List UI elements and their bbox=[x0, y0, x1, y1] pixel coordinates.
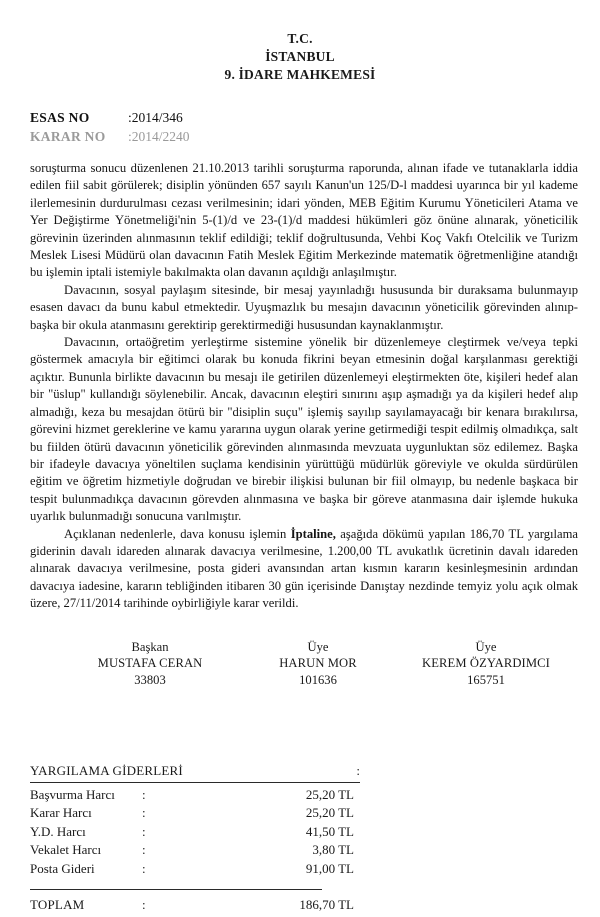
header-line-tc: T.C. bbox=[287, 31, 313, 46]
cost-colon: : bbox=[142, 805, 146, 820]
header-line-court: 9. İDARE MAHKEMESİ bbox=[224, 67, 376, 82]
cost-total-label: TOPLAM bbox=[30, 897, 85, 912]
cost-total-row bbox=[30, 896, 360, 915]
cost-label: Başvurma Harcı bbox=[30, 786, 115, 802]
cost-colon: : bbox=[142, 823, 146, 839]
esas-no-label: ESAS NO bbox=[30, 110, 90, 125]
signature-id: 165751 bbox=[467, 672, 505, 687]
signature-name: HARUN MOR bbox=[279, 656, 357, 671]
cost-colon: : bbox=[142, 860, 146, 876]
cost-total-amount: 186,70 TL bbox=[299, 897, 354, 912]
signature-id: 33803 bbox=[134, 672, 166, 687]
signature-id: 101636 bbox=[299, 672, 337, 687]
signature-column-president bbox=[66, 639, 234, 689]
costs-title-colon: : bbox=[356, 763, 360, 778]
esas-no-row bbox=[30, 108, 600, 127]
signature-role: Başkan bbox=[131, 639, 169, 654]
signature-column-member-2 bbox=[402, 639, 570, 689]
cost-row bbox=[30, 841, 360, 860]
cost-label: Vekalet Harcı bbox=[30, 842, 102, 857]
cost-row bbox=[30, 823, 360, 842]
body-paragraph-2: Davacının, sosyal paylaşım sitesinde, bir mesaj yayınladığı hususunda bir duraksama bulunmayıp esasen davacı da bunu kabul etmektedir. Uyuşmazlık bu mesajın davacının yöneticilik görevinden alınıp-başka bir okula atanmasını gerektirip gerektirmediği hususundan kaynaklanmıştır. bbox=[30, 282, 578, 332]
cost-label: Posta Gideri bbox=[30, 860, 95, 876]
costs-total-divider bbox=[30, 889, 322, 890]
karar-no-label: KARAR NO bbox=[30, 129, 106, 144]
cost-label: Karar Harcı bbox=[30, 805, 92, 820]
litigation-costs-table bbox=[30, 762, 360, 915]
cost-label: Y.D. Harcı bbox=[30, 823, 86, 839]
ruling-keyword: İptaline, bbox=[290, 526, 336, 541]
karar-no-colon: : bbox=[128, 129, 132, 144]
cost-amount: 25,20 TL bbox=[305, 805, 354, 820]
cost-amount: 91,00 TL bbox=[305, 860, 354, 876]
cost-amount: 25,20 TL bbox=[305, 786, 354, 802]
cost-row bbox=[30, 786, 360, 805]
ruling-rest: aşağıda dökümü yapılan 186,70 TL yargılama giderinin davalı idareden alınarak davacıya verilmesine, 1.200,00 TL avukatlık ücretinin davalı idareden alınarak davacıya verilmesine, posta gideri avansından artan kısmın kararın kesinleşmesinin ardından davacıya iadesine, kararın tebliğinden itibaren 30 gün içerisinde Danıştay nezdinde temyiz yolu açık olmak üzere, 27/11/2014 tarihinde oybirliğiyle karar verildi. bbox=[30, 526, 579, 611]
body-paragraph-3: Davacının, ortaöğretim yerleştirme sistemine yönelik bir düzenlemeye cleştirmek ve/veya tepki göstermek amacıyla bir eğitimci olarak bu konuda fikrini beyan etmesinin doğal karşılanması gerektiği açıktır. Bununla birlikte davacının bu mesajı ile getirilen düzenlemeyi eleştirmekten öte, kişileri hedef alan bir "üslup" kullandığı söylenebilir. Ancak, davacının eleştiri sınırını aşıp aşmadığı ya da kişileri hedef alıp almadığı, keza bu mesajdan ötürü bir "disiplin suçu" işlemiş sayılıp sayılamayacağı bir kenara bırakılırsa, görevini hizmet gereklerine ve kamu yararına uygun olarak yerine getirmediği tespit edilmiş olmadıkça, salt bu fiilden ötürü davacının yöneticilik görevinden alınmasında mevzuata uygunluktan söz edilemez. Başka bir ifadeyle davacıya yöneltilen suçlama kendisinin yürüttüğü müdürlük göreviyle ve okulda sürdürülen eğitim ve öğretim hizmetiyle doğrudan ve birebir ilişkisi bulunan bir fiil olmayıp, bu nedenle başkaca bir tespit bulunmadıkça davacının görevden alınmasına ve başka bir göreve atanmasına dair işlemde hukuka uyarlık bulunmadığı sonucuna varılmıştır. bbox=[30, 335, 578, 524]
body-paragraph-4 bbox=[30, 526, 578, 613]
signature-block bbox=[0, 639, 600, 689]
esas-no-colon: : bbox=[128, 110, 132, 125]
signature-name: MUSTAFA CERAN bbox=[97, 656, 203, 671]
signature-role: Üye bbox=[307, 639, 329, 654]
signature-name: KEREM ÖZYARDIMCI bbox=[422, 656, 550, 671]
esas-no-value: 2014/346 bbox=[131, 110, 183, 125]
cost-amount: 41,50 TL bbox=[305, 823, 354, 839]
body-paragraph-1: soruşturma sonucu düzenlenen 21.10.2013 tarihli soruşturma raporunda, alınan ifade ve tutanaklarla iddia edilen fiil sabit görülerek; disiplin yönünden 657 sayılı Kanun'un 125/D-l maddesi uyarınca bir yıl kademe ilerlemesinin durdurulması cezası verilmesinin; idari yönden, MEB Eğitim Kurumu Yöneticileri Atama ve Yer Değiştirme Yönetmeliği'nin 5-(1)/d ve 23-(1)/d maddesi hükümleri göz önüne alınarak, yöneticilik görevinin üzerinden alınmasının teklif edildiği; teklif doğrultusunda, Vehbi Koç Vakfı Otelcilik ve Turizm Meslek Lisesi Müdürü olan davacının Fatih Meslek Eğitim Merkezinde matematik öğretmenliğine atandığı bu işlemin iptali istemiyle bakılmakta olan davanın açıldığı anlaşılmıştır. bbox=[30, 161, 578, 280]
cost-row bbox=[30, 804, 360, 823]
karar-no-value: 2014/2240 bbox=[131, 129, 190, 144]
karar-no-row bbox=[30, 127, 600, 146]
cost-total-colon: : bbox=[142, 897, 146, 912]
costs-title: YARGILAMA GİDERLERİ bbox=[30, 763, 183, 778]
cost-colon: : bbox=[142, 786, 146, 802]
court-header bbox=[0, 0, 600, 84]
signature-column-member-1 bbox=[234, 639, 402, 689]
decision-body bbox=[0, 160, 600, 613]
cost-amount: 3,80 TL bbox=[312, 842, 354, 857]
cost-row bbox=[30, 860, 360, 879]
signature-role: Üye bbox=[475, 639, 497, 654]
cost-colon: : bbox=[142, 842, 146, 857]
case-number-block bbox=[0, 108, 600, 146]
header-line-city: İSTANBUL bbox=[265, 49, 335, 64]
ruling-intro: Açıklanan nedenlerle, dava konusu işlemin bbox=[64, 526, 291, 541]
costs-title-row bbox=[30, 762, 360, 783]
